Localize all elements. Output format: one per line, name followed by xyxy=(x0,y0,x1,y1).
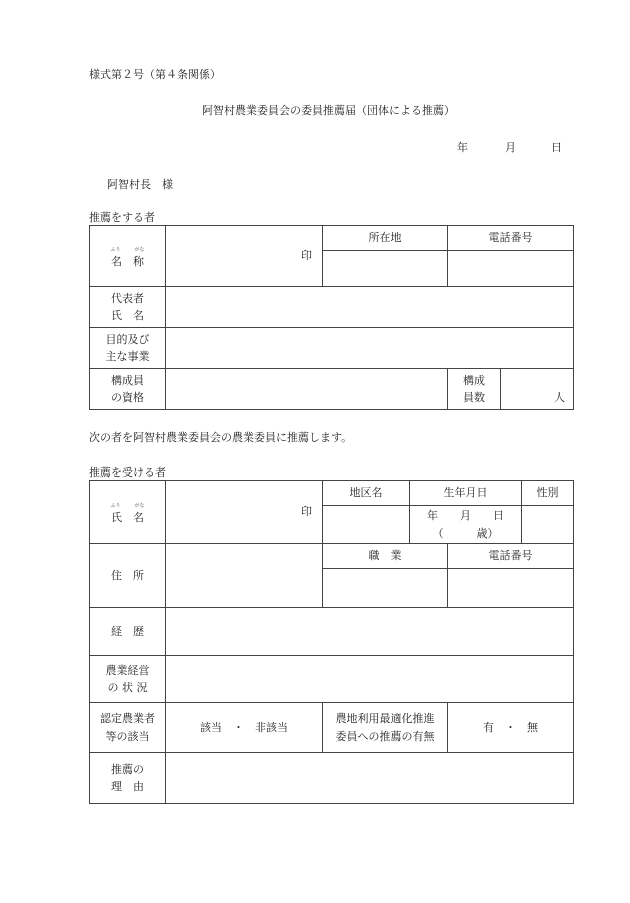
district-field[interactable] xyxy=(323,506,410,544)
nominee-address-label: 住 所 xyxy=(90,544,166,608)
certified-farmer-options[interactable]: 該当 ・ 非該当 xyxy=(166,703,323,753)
farm-status-2: の 状 況 xyxy=(107,681,148,694)
recommender-section-label: 推薦をする者 xyxy=(89,211,155,224)
birthdate-header: 生年月日 xyxy=(410,481,522,506)
date-day-label: 日 xyxy=(551,141,562,154)
reason-label-cell xyxy=(90,753,166,804)
member-count-2: 員数 xyxy=(463,391,485,404)
rep-label-2: 氏 名 xyxy=(111,309,144,322)
name-label: 氏 名 xyxy=(111,510,144,524)
nominee-address-field[interactable] xyxy=(166,544,323,608)
recommender-name-label-cell xyxy=(90,226,166,287)
nominee-section-label: 推薦を受ける者 xyxy=(89,466,166,479)
district-header: 地区名 xyxy=(323,481,410,506)
birth-ymd: 年 月 日 xyxy=(427,509,504,523)
certified-1: 認定農業者 xyxy=(100,712,155,726)
gender-field[interactable] xyxy=(522,506,574,544)
gender-header: 性別 xyxy=(522,481,574,506)
address-header: 所在地 xyxy=(323,226,448,251)
ruby-gana: がな xyxy=(134,246,145,253)
optimization-2: 委員への推薦の有無 xyxy=(335,729,435,743)
recommender-table xyxy=(89,225,574,410)
address-field[interactable] xyxy=(323,251,448,287)
member-qual-2: の資格 xyxy=(111,391,144,404)
optimization-committee-label-cell xyxy=(323,703,448,753)
career-field[interactable] xyxy=(166,608,574,656)
occupation-field[interactable] xyxy=(323,569,448,608)
rep-label-1: 代表者 xyxy=(111,291,144,305)
purpose-field[interactable] xyxy=(166,328,574,369)
optimization-1: 農地利用最適化推進 xyxy=(335,712,435,726)
date-year-label: 年 xyxy=(457,141,468,154)
certified-2: 等の該当 xyxy=(105,729,150,743)
certified-farmer-label-cell xyxy=(90,703,166,753)
recommender-name-field[interactable] xyxy=(166,226,323,287)
member-count-field[interactable] xyxy=(501,369,574,410)
optimization-yes-no[interactable]: 有 ・ 無 xyxy=(448,703,574,753)
farm-status-label-cell xyxy=(90,656,166,703)
ruby-gana: がな xyxy=(134,502,145,509)
document-title: 阿智村農業委員会の委員推薦届（団体による推薦） xyxy=(202,104,455,117)
reason-field[interactable] xyxy=(166,753,574,804)
ruby-furi: ふり xyxy=(110,502,121,509)
ruby-furi: ふり xyxy=(110,246,121,253)
nominee-name-label-cell xyxy=(90,481,166,544)
seal-mark: 印 xyxy=(301,505,312,519)
phone-field[interactable] xyxy=(448,251,574,287)
member-qualification-label-cell xyxy=(90,369,166,410)
career-label: 経 歴 xyxy=(90,608,166,656)
member-unit: 人 xyxy=(554,390,565,404)
member-qualification-field[interactable] xyxy=(166,369,448,410)
member-count-label-cell xyxy=(448,369,501,410)
occupation-header: 職 業 xyxy=(323,544,448,569)
nominee-phone-header: 電話番号 xyxy=(448,544,574,569)
member-count-1: 構成 xyxy=(463,373,485,387)
reason-1: 推薦の xyxy=(111,762,144,776)
reason-2: 理 由 xyxy=(111,780,144,793)
member-qual-1: 構成員 xyxy=(111,373,144,387)
purpose-label-2: 主な事業 xyxy=(105,350,150,363)
purpose-label-cell xyxy=(90,328,166,369)
birthdate-field[interactable] xyxy=(410,506,522,544)
recommendation-statement: 次の者を阿智村農業委員会の農業委員に推薦します。 xyxy=(89,431,353,444)
representative-field[interactable] xyxy=(166,287,574,328)
purpose-label-1: 目的及び xyxy=(105,332,150,346)
nominee-table xyxy=(89,480,574,804)
representative-label-cell xyxy=(90,287,166,328)
age: （ 歳） xyxy=(432,526,499,540)
name-label: 名 称 xyxy=(111,254,144,268)
farm-status-1: 農業経営 xyxy=(105,663,150,677)
form-number: 様式第２号（第４条関係） xyxy=(89,68,221,81)
nominee-phone-field[interactable] xyxy=(448,569,574,608)
addressee: 阿智村長 様 xyxy=(107,178,173,191)
seal-mark: 印 xyxy=(301,249,312,263)
phone-header: 電話番号 xyxy=(448,226,574,251)
farm-status-field[interactable] xyxy=(166,656,574,703)
nominee-name-field[interactable] xyxy=(166,481,323,544)
date-month-label: 月 xyxy=(505,141,516,154)
